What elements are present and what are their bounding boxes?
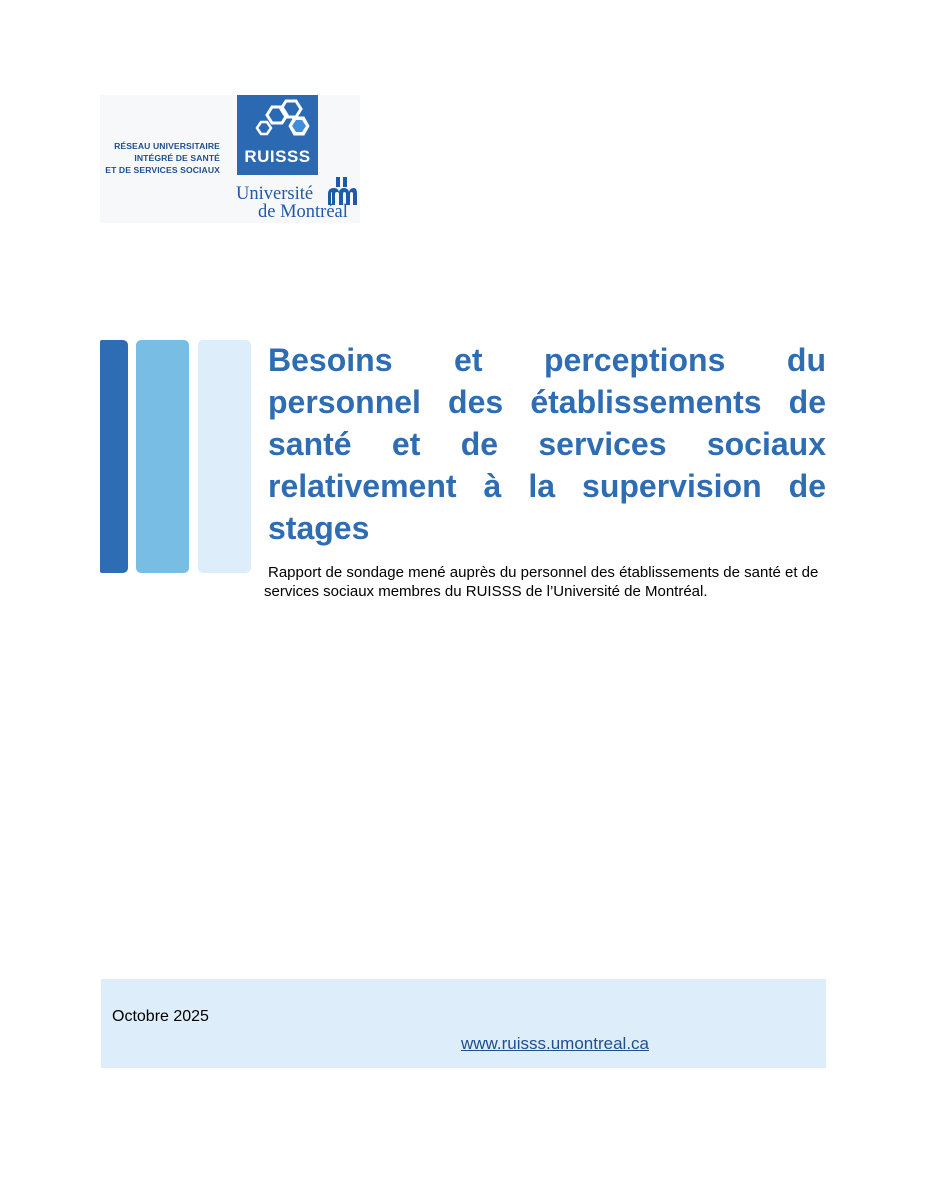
header-logo	[100, 95, 360, 223]
university-line-2: de Montréal	[258, 202, 348, 222]
network-name-line-2: INTÉGRÉ DE SANTÉ	[134, 153, 220, 163]
decorative-bar-dark	[100, 340, 128, 573]
network-name	[100, 140, 220, 176]
udem-columns-icon	[326, 175, 358, 207]
report-subtitle: Rapport de sondage mené auprès du personnel des établissements de santé et de services sociaux membres du RUISSS de l’Université de Montréal.	[264, 564, 819, 600]
university-line-1: Université	[236, 184, 314, 204]
footer-band	[101, 979, 826, 1068]
report-title: Besoins et perceptions du personnel des établissements de santé et de services sociaux relativement à la supervision de stages	[268, 342, 826, 546]
linked-hexagons-icon	[237, 95, 318, 147]
ruisss-logo	[237, 95, 318, 175]
ruisss-label: RUISSS	[244, 147, 311, 166]
decorative-bar-mid	[136, 340, 189, 573]
website-link[interactable]: www.ruisss.umontreal.ca	[461, 1034, 650, 1053]
decorative-bar-light	[198, 340, 251, 573]
network-name-line-1: RÉSEAU UNIVERSITAIRE	[114, 141, 220, 151]
network-name-line-3: ET DE SERVICES SOCIAUX	[105, 165, 220, 175]
publication-date: Octobre 2025	[112, 1008, 209, 1025]
